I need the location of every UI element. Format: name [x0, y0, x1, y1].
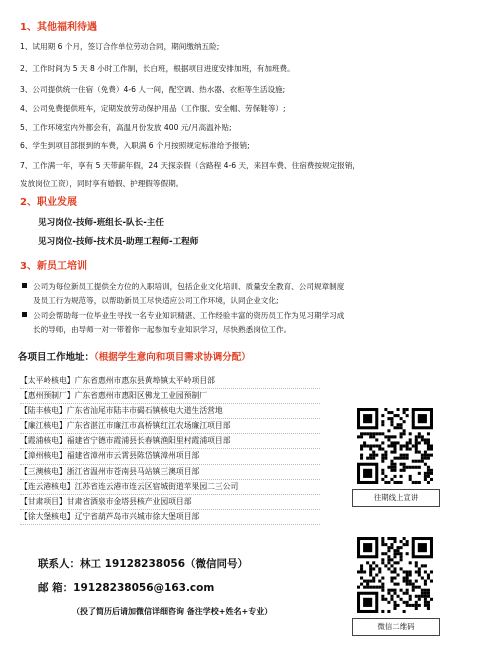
- project-item: 【太平岭核电】广东省惠州市惠东县黄埠镇太平岭项目部: [20, 374, 320, 389]
- welfare-item: 4、公司免费提供班车，定期发放劳动保护用品（工作服、安全帽、劳保鞋等）;: [20, 104, 286, 113]
- bullet-icon: [22, 283, 27, 288]
- project-item: 【霞浦核电】福建省宁德市霞浦县长春镇渔阳里村霞浦项目部: [20, 434, 320, 449]
- training-item: 公司会帮助每一位毕业生寻找一名专业知识精湛、工作经验丰富的资历员工作为见习期学习成 长的导师，由导师一对一带着你一起参加专业知识学习，尽快熟悉岗位工作。: [22, 309, 344, 336]
- wechat-qr-caption: 微信二维码: [352, 618, 440, 636]
- welfare-item: 发放岗位工资），同时享有婚假、护理假等假期。: [20, 179, 184, 188]
- project-item: 【陆丰核电】广东省汕尾市陆丰市碣石镇核电大道生活营地: [20, 404, 320, 419]
- projects-heading: 各项目工作地址：（根据学生意向和项目需求协调分配）: [18, 352, 251, 363]
- projects-note: （根据学生意向和项目需求协调分配）: [94, 352, 251, 363]
- welfare-item: 3、公司提供统一住宿（免费）4-6 人一间，配空调、热水器、衣柜等生活设施;: [20, 85, 286, 94]
- career-path: 见习岗位-技师-技术员-助理工程师-工程师: [38, 237, 199, 247]
- training-title: 3、新员工培训: [20, 261, 87, 272]
- contact-person: 联系人：林工 19128238056（微信同号）: [38, 558, 249, 570]
- welfare-item: 2、工作时间为 5 天 8 小时工作制，长白班，根据项目进度安排加班，有加班费。: [20, 64, 295, 73]
- bullet-icon: [22, 312, 27, 317]
- contact-email[interactable]: 邮 箱：19128238056@163.com: [38, 582, 215, 594]
- training-item: 公司为每位新员工提供全方位的入职培训，包括企业文化培训、质量安全教育、公司规章制度 及员工行为规范等，以帮助新员工尽快适应公司工作环境，认同企业文化;: [22, 280, 344, 307]
- welfare-item: 1、试用期 6 个月，签订合作单位劳动合同，期间缴纳五险;: [20, 42, 220, 51]
- welfare-item: 6、学生到项目部报到的车费，入职满 6 个月按照规定标准给予报销;: [20, 141, 250, 150]
- career-title: 2、职业发展: [20, 197, 77, 208]
- project-item: 【徐大堡核电】辽宁省葫芦岛市兴城市徐大堡项目部: [20, 510, 320, 525]
- career-path: 见习岗位-技师-班组长-队长-主任: [38, 218, 164, 228]
- contact-note: （投了简历后请加微信详细咨询 备注学校+姓名+专业）: [72, 607, 273, 616]
- project-item: 【三澳核电】浙江省温州市苍南县马站镇三澳项目部: [20, 465, 320, 480]
- project-item: 【连云港核电】江苏省连云港市连云区宿城街道苹果园二三公司: [20, 480, 320, 495]
- project-item: 【惠州预制厂】广东省惠州市惠阳区佛龙工业园预制厂: [20, 389, 320, 404]
- welfare-item: 7、工作满一年，享有 5 天带薪年假，24 天探亲假（含路程 4-6 天，来回车费、住宿费按规定报销，: [20, 161, 360, 170]
- qr-code-icon: [357, 408, 433, 484]
- welfare-title: 1、其他福利待遇: [20, 22, 97, 33]
- welfare-item: 5、工作环境室内外都会有，高温月份发放 400 元/月高温补贴;: [20, 123, 232, 132]
- campus-qr-code[interactable]: [357, 408, 433, 484]
- campus-qr-caption: 往期线上宣讲: [352, 489, 440, 507]
- wechat-qr-code[interactable]: [357, 537, 433, 613]
- project-list: [20, 374, 320, 525]
- project-item: 【廉江核电】广东省湛江市廉江市高桥镇红江农场廉江项目部: [20, 419, 320, 434]
- qr-code-icon: [357, 537, 433, 613]
- project-item: 【甘肃项目】甘肃省酒泉市金塔县核产业园项目部: [20, 495, 320, 510]
- project-item: 【漳州核电】福建省漳州市云霄县陈岱镇漳州项目部: [20, 449, 320, 464]
